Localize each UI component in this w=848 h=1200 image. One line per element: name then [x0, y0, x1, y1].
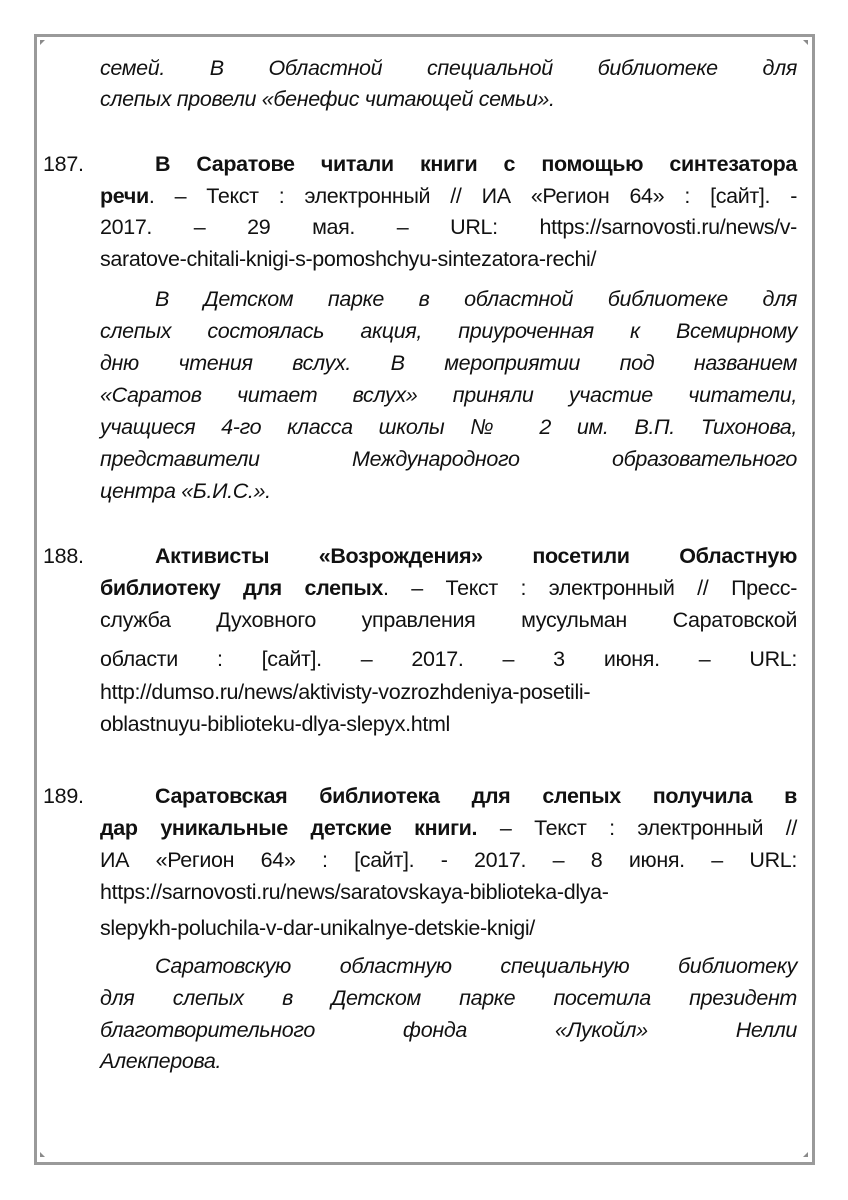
- entry-number: 187.: [43, 152, 84, 176]
- text-line: семей. В Областной специальной библиотеке для: [100, 56, 797, 80]
- frame-bottom-border: [35, 1162, 814, 1165]
- abstract-line: «Саратов читает вслух» приняли участие читатели,: [100, 383, 797, 407]
- entry-url-line: https://sarnovosti.ru/news/saratovskaya-biblioteka-dlya-: [100, 880, 609, 904]
- entry-url-line: oblastnuyu-biblioteku-dlya-slepyx.html: [100, 712, 450, 736]
- corner-mark-top-left: [40, 40, 45, 45]
- entry-citation-line: служба Духовного управления мусульман Саратовской: [100, 608, 797, 632]
- citation-text: . – Текст : электронный // ИА «Регион 64» : [сайт]. -: [148, 184, 797, 208]
- abstract-line: представители Международного образовательного: [100, 447, 797, 471]
- frame-right-border: [812, 34, 815, 1165]
- abstract-line: В Детском парке в областной библиотеке для: [155, 287, 797, 311]
- entry-citation-line: [100, 813, 797, 843]
- entry-url-line: slepykh-poluchila-v-dar-unikalnye-detskie-knigi/: [100, 916, 535, 940]
- entry-citation-line: [100, 181, 797, 211]
- citation-text: . – Текст : электронный // Пресс-: [383, 576, 797, 600]
- abstract-line: Саратовскую областную специальную библиотеку: [155, 954, 797, 978]
- entry-title-end: речи: [100, 184, 149, 208]
- abstract-line: благотворительного фонда «Лукойл» Нелли: [100, 1018, 797, 1042]
- entry-title-end: библиотеку для слепых: [100, 576, 383, 600]
- entry-citation-line: 2017. – 29 мая. – URL: https://sarnovosti.ru/news/v-: [100, 215, 797, 239]
- abstract-line: слепых состоялась акция, приуроченная к Всемирному: [100, 319, 797, 343]
- entry-title: Активисты «Возрождения» посетили Областную: [155, 544, 797, 568]
- entry-number: 188.: [43, 544, 84, 568]
- frame-top-border: [35, 34, 814, 37]
- abstract-line: Алекперова.: [100, 1049, 222, 1073]
- abstract-line: для слепых в Детском парке посетила президент: [100, 986, 797, 1010]
- abstract-line: учащиеся 4-го класса школы № 2 им. В.П. Тихонова,: [100, 415, 797, 439]
- corner-mark-top-right: [803, 40, 808, 45]
- entry-title: В Саратове читали книги с помощью синтезатора: [155, 152, 797, 176]
- entry-title-end: дар уникальные детские книги.: [100, 816, 478, 840]
- entry-url-line: http://dumso.ru/news/aktivisty-vozrozhdeniya-posetili-: [100, 680, 591, 704]
- corner-mark-bottom-left: [40, 1152, 45, 1157]
- entry-citation-line: ИА «Регион 64» : [сайт]. - 2017. – 8 июня. – URL:: [100, 848, 797, 872]
- text-line: слепых провели «бенефис читающей семьи».: [100, 87, 555, 111]
- entry-url-line: saratove-chitali-knigi-s-pomoshchyu-sintezatora-rechi/: [100, 247, 597, 271]
- corner-mark-bottom-right: [803, 1152, 808, 1157]
- entry-number: 189.: [43, 784, 84, 808]
- frame-left-border: [34, 34, 37, 1165]
- citation-text: – Текст : электронный //: [477, 816, 797, 840]
- entry-citation-line: [100, 573, 797, 603]
- entry-title: Саратовская библиотека для слепых получила в: [155, 784, 797, 808]
- abstract-line: центра «Б.И.С.».: [100, 479, 271, 503]
- abstract-line: дню чтения вслух. В мероприятии под названием: [100, 351, 797, 375]
- entry-citation-line: области : [сайт]. – 2017. – 3 июня. – URL:: [100, 647, 797, 671]
